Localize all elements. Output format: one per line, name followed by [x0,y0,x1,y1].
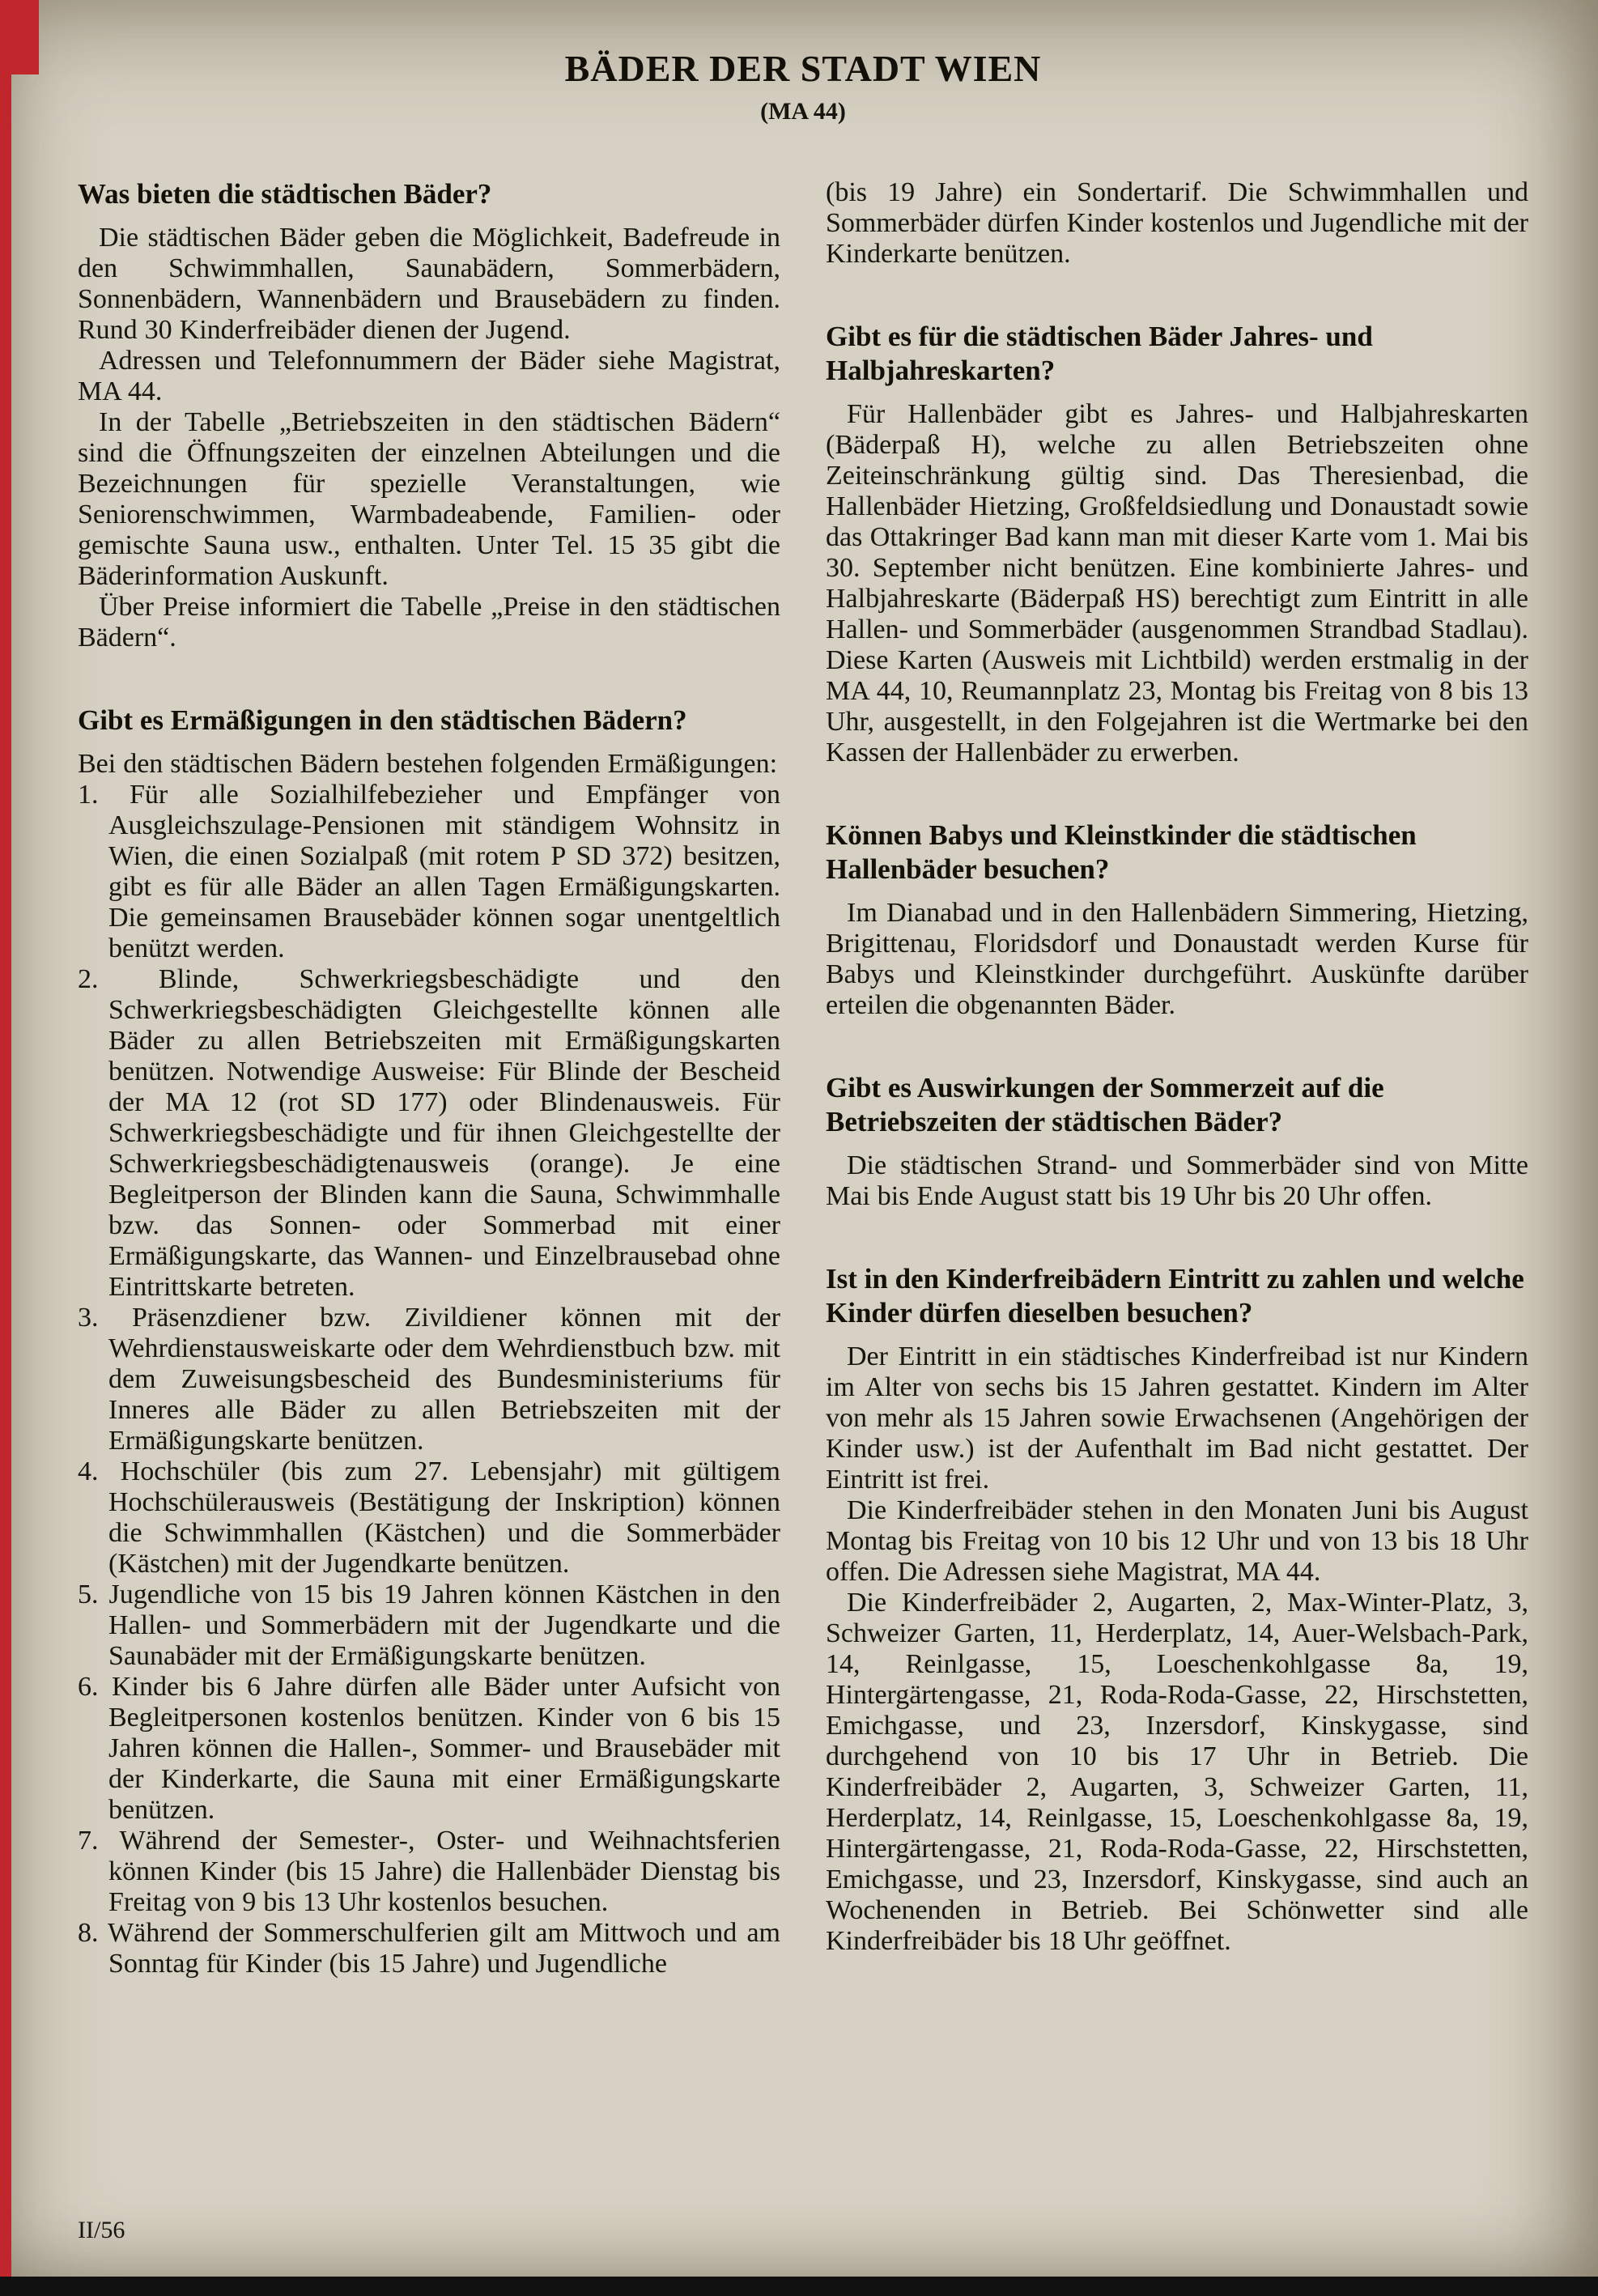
two-column-layout [78,177,1528,1979]
body-paragraph: Die Kinderfreibäder stehen in den Monaten Juni bis August Montag bis Freitag von 10 bis 12 Uhr und von 13 bis 18 Uhr offen. Die Adressen siehe Magistrat, MA 44. [826,1495,1528,1587]
bottom-scan-edge [0,2277,1598,2296]
top-left-red-corner-mark [0,0,39,74]
section-heading: Gibt es Auswirkungen der Sommerzeit auf die Betriebszeiten der städtischen Bäder? [826,1072,1384,1137]
numbered-list-item: 3. Präsenzdiener bzw. Zivildiener können mit der Wehrdienstausweiskarte oder dem Wehrdienstbuch bzw. mit dem Zuweisungsbescheid des Bundesministeriums für Inneres alle Bäder zu allen Betriebszeiten mit der Ermäßigungskarte benützen. [78,1303,780,1456]
numbered-list-item: 4. Hochschüler (bis zum 27. Lebensjahr) mit gültigem Hochschülerausweis (Bestätigung der Inskription) können die Schwimmhallen (Kästchen) und die Sommerbäder (Kästchen) mit der Jugendkarte benützen. [78,1456,780,1579]
page-content [78,47,1528,1979]
continuation-paragraph: (bis 19 Jahre) ein Sondertarif. Die Schwimmhallen und Sommerbäder dürfen Kinder kostenlos und Jugendliche mit der Kinderkarte benützen. [826,177,1528,269]
section-season-tickets [826,320,1528,768]
numbered-list-item: 8. Während der Sommerschulferien gilt am Mittwoch und am Sonntag für Kinder (bis 15 Jahre) und Jugendliche [78,1918,780,1979]
body-paragraph: Adressen und Telefonnummern der Bäder siehe Magistrat, MA 44. [78,346,780,406]
section-babies-toddlers [826,818,1528,1021]
numbered-list-item: 1. Für alle Sozialhilfebezieher und Empfänger von Ausgleichszulage-Pensionen mit ständigem Wohnsitz in Wien, die einen Sozialpaß (mit rotem P SD 372) besitzen, gibt es für alle Bäder an allen Tagen Ermäßigungskarten. Die gemeinsamen Brausebäder können sogar unentgeltlich benützt werden. [78,780,780,963]
body-paragraph: Die städtischen Bäder geben die Möglichkeit, Badefreude in den Schwimmhallen, Saunabädern, Sommerbädern, Sonnenbädern, Wannenbädern und Brausebädern zu finden. Rund 30 Kinderfreibäder dienen der Jugend. [78,223,780,345]
section-discounts [78,704,780,1979]
body-paragraph: Die städtischen Strand- und Sommerbäder sind von Mitte Mai bis Ende August statt bis 19 Uhr bis 20 Uhr offen. [826,1150,1528,1211]
body-paragraph: Über Preise informiert die Tabelle „Preise in den städtischen Bädern“. [78,592,780,653]
body-paragraph: In der Tabelle „Betriebszeiten in den städtischen Bädern“ sind die Öffnungszeiten der einzelnen Abteilungen und die Bezeichnungen für spezielle Veranstaltungen, wie Seniorenschwimmen, Warmbadeabende, Familien- oder gemischte Sauna usw., enthalten. Unter Tel. 15 35 gibt die Bäderinformation Auskunft. [78,407,780,591]
list-intro-paragraph: Bei den städtischen Bädern bestehen folgenden Ermäßigungen: [78,749,778,779]
section-what-baths-offer [78,177,780,653]
section-heading: Gibt es für die städtischen Bäder Jahres- und Halbjahreskarten? [826,321,1373,386]
body-paragraph: Im Dianabad und in den Hallenbädern Simmering, Hietzing, Brigittenau, Floridsdorf und Donaustadt werden Kurse für Babys und Kleinstkinder durchgeführt. Auskünfte darüber erteilen die obgenannten Bäder. [826,898,1528,1020]
section-heading: Ist in den Kinderfreibädern Eintritt zu zahlen und welche Kinder dürfen dieselben besuchen? [826,1263,1524,1329]
numbered-list-item: 6. Kinder bis 6 Jahre dürfen alle Bäder unter Aufsicht von Begleitpersonen kostenlos benützen. Kinder von 6 bis 15 Jahren können die Hallen-, Sommer- und Brausebäder mit der Kinderkarte, die Sauna mit einer Ermäßigungskarte benützen. [78,1672,780,1825]
left-column [78,177,780,1979]
page-number: II/56 [78,2217,125,2243]
numbered-list-item: 2. Blinde, Schwerkriegsbeschädigte und den Schwerkriegsbeschädigten Gleichgestellte können alle Bäder zu allen Betriebszeiten mit Ermäßigungskarten benützen. Notwendige Ausweise: Für Blinde der Bescheid der MA 12 (rot SD 177) oder Blindenausweis. Für Schwerkriegsbeschädigte und für ihnen Gleichgestellte der Schwerkriegsbeschädigtenausweis (orange). Je eine Begleitperson der Blinden kann die Sauna, Schwimmhalle bzw. das Sonnen- oder Sommerbad mit einer Ermäßigungskarte, das Wannen- und Einzelbrausebad ohne Eintrittskarte betreten. [78,964,780,1302]
section-heading: Gibt es Ermäßigungen in den städtischen Bädern? [78,704,687,736]
numbered-list-item: 7. Während der Semester-, Oster- und Weihnachtsferien können Kinder (bis 15 Jahre) die Hallenbäder Dienstag bis Freitag von 9 bis 13 Uhr kostenlos besuchen. [78,1826,780,1917]
section-summer-time [826,1071,1528,1212]
body-paragraph: Die Kinderfreibäder 2, Augarten, 2, Max-Winter-Platz, 3, Schweizer Garten, 11, Herderplatz, 14, Auer-Welsbach-Park, 14, Reinlgasse, 15, Loeschenkohlgasse 8a, 19, Hintergärtengasse, 21, Roda-Roda-Gasse, 22, Hirschstetten, Emichgasse, und 23, Inzersdorf, Kinskygasse, sind durchgehend von 10 bis 17 Uhr in Betrieb. Die Kinderfreibäder 2, Augarten, 3, Schweizer Garten, 11, Herderplatz, 14, Reinlgasse, 15, Loeschenkohlgasse 8a, 19, Hintergärtengasse, 21, Roda-Roda-Gasse, 22, Hirschstetten, Emichgasse, und 23, Inzersdorf, Kinskygasse, sind auch an Wochenenden in Betrieb. Bei Schönwetter sind alle Kinderfreibäder bis 18 Uhr geöffnet. [826,1588,1528,1956]
left-edge-red-stripe [0,0,11,2296]
page-subtitle: (MA 44) [760,98,846,125]
page-title: BÄDER DER STADT WIEN [564,48,1042,89]
section-heading: Was bieten die städtischen Bäder? [78,178,492,210]
body-paragraph: Der Eintritt in ein städtisches Kinderfreibad ist nur Kindern im Alter von sechs bis 15 Jahren gestattet. Kindern im Alter von mehr als 15 Jahren sowie Erwachsenen (Angehörigen der Kinder usw.) ist der Aufenthalt im Bad nicht gestattet. Der Eintritt ist frei. [826,1341,1528,1495]
right-column [826,177,1528,1979]
section-children-free-pools [826,1262,1528,1957]
body-paragraph: Für Hallenbäder gibt es Jahres- und Halbjahreskarten (Bäderpaß H), welche zu allen Betriebszeiten ohne Zeiteinschränkung gültig sind. Das Theresienbad, die Hallenbäder Hietzing, Großfeldsiedlung und Donaustadt sowie das Ottakringer Bad kann man mit dieser Karte vom 1. Mai bis 30. September nicht benützen. Eine kombinierte Jahres- und Halbjahreskarte (Bäderpaß HS) berechtigt zum Eintritt in alle Hallen- und Sommerbäder (ausgenommen Strandbad Stadlau). Diese Karten (Ausweis mit Lichtbild) werden erstmalig in der MA 44, 10, Reumannplatz 23, Montag bis Freitag von 8 bis 13 Uhr, ausgestellt, in den Folgejahren ist die Wertmarke bei den Kassen der Hallenbäder zu erwerben. [826,399,1528,767]
section-heading: Können Babys und Kleinstkinder die städtischen Hallenbäder besuchen? [826,819,1417,885]
numbered-list-item: 5. Jugendliche von 15 bis 19 Jahren können Kästchen in den Hallen- und Sommerbädern mit der Jugendkarte und die Saunabäder mit der Ermäßigungskarte benützen. [78,1580,780,1671]
